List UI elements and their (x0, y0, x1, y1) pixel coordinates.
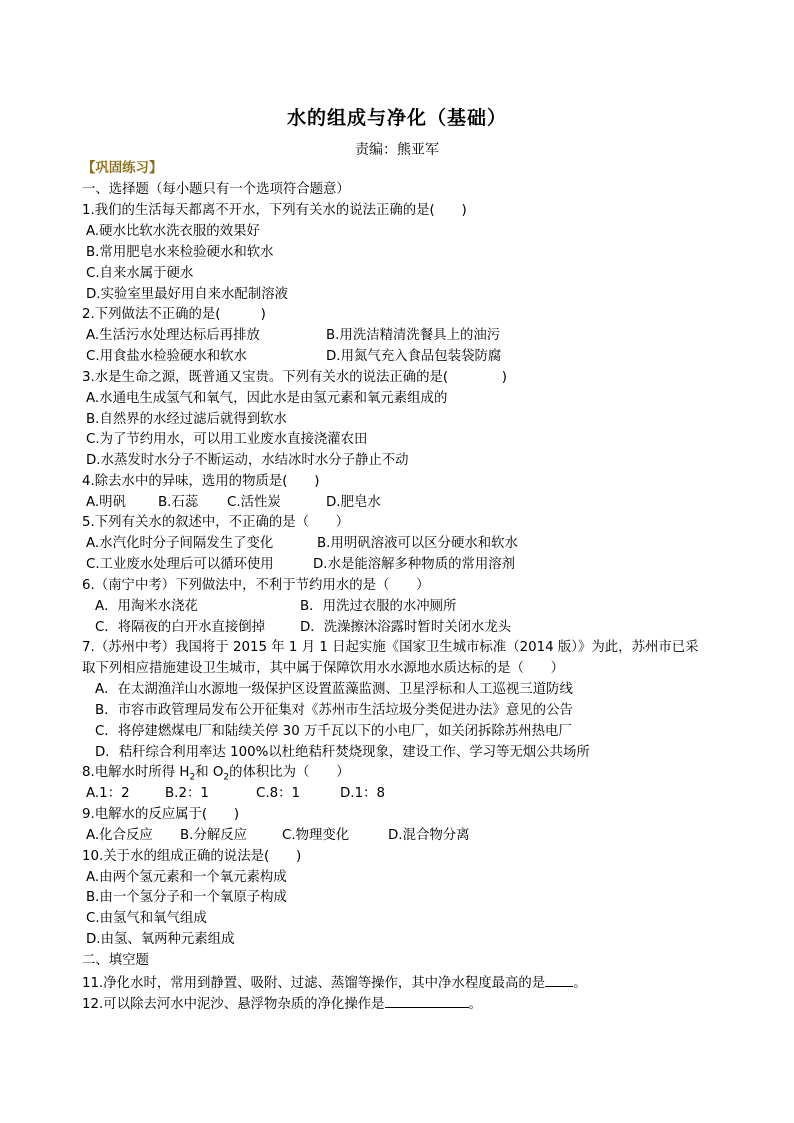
q9-option-d: D.混合物分离 (388, 828, 470, 843)
q12-answer-blank[interactable] (385, 994, 469, 1008)
q10-stem: 10.关于水的组成正确的说法是( ) (82, 849, 302, 864)
q6-option-d: D．洗澡擦沐浴露时暂时关闭水龙头 (300, 620, 512, 635)
q11-end: 。 (573, 976, 587, 991)
q10-option-a: A.由两个氢元素和一个氧元素构成 (86, 870, 287, 885)
q1-option-c: C.自来水属于硬水 (86, 266, 194, 281)
q9-option-c: C.物理变化 (282, 828, 350, 843)
q1-option-a: A.硬水比软水洗衣服的效果好 (86, 224, 260, 239)
q5-option-b: B.用明矾溶液可以区分硬水和软水 (317, 536, 518, 551)
section-choice-heading: 一、选择题（每小题只有一个选项符合题意） (82, 182, 350, 197)
q2-stem: 2.下列做法不正确的是( ) (82, 307, 266, 322)
q8-h2-subscript: 2 (189, 772, 196, 783)
q8-option-d: D.1：8 (340, 786, 385, 801)
q8-option-c: C.8：1 (256, 786, 301, 801)
q3-option-a: A.水通电生成氢气和氧气，因此水是由氢元素和氧元素组成的 (86, 391, 448, 406)
q5-stem: 5.下列有关水的叙述中，不正确的是（ ） (82, 515, 350, 530)
q6-stem: 6.（南宁中考）下列做法中，不利于节约用水的是（ ） (82, 578, 430, 593)
q1-option-d: D.实验室里最好用自来水配制溶液 (86, 287, 289, 302)
q7-stem-line1: 7.（苏州中考）我国将于 2015 年 1 月 1 日起实施《国家卫生城市标准（2014 版）》为此，苏州市已采 (82, 640, 699, 655)
q5-option-d: D.水是能溶解多种物质的常用溶剂 (313, 557, 516, 572)
q11-answer-blank[interactable] (545, 973, 573, 987)
q9-stem: 9.电解水的反应属于( ) (82, 807, 240, 822)
q11-line (82, 973, 587, 993)
q2-option-a: A.生活污水处理达标后再排放 (86, 328, 260, 343)
q9-option-a: A.化合反应 (86, 828, 153, 843)
q3-option-c: C.为了节约用水，可以用工业废水直接浇灌农田 (86, 432, 368, 447)
q4-option-d: D.肥皂水 (326, 495, 381, 510)
practice-tag: 【巩固练习】 (82, 161, 163, 176)
editor-line: 责编：熊亚军 (355, 142, 439, 158)
q1-stem: 1.我们的生活每天都离不开水，下列有关水的说法正确的是( ) (82, 203, 467, 218)
q2-option-d: D.用氮气充入食品包装袋防腐 (326, 349, 502, 364)
section-fill-heading: 二、填空题 (82, 953, 149, 968)
q8-option-a: A.1：2 (86, 786, 130, 801)
q8-stem-post: 的体积比为（ ） (229, 765, 350, 780)
q4-option-c: C.活性炭 (227, 495, 281, 510)
q12-end: 。 (468, 997, 482, 1012)
q3-stem: 3.水是生命之源，既普通又宝贵。下列有关水的说法正确的是( ) (82, 370, 507, 385)
document-title: 水的组成与净化（基础） (286, 107, 507, 129)
q10-option-d: D.由氢、氧两种元素组成 (86, 932, 235, 947)
q8-option-b: B.2：1 (165, 786, 209, 801)
q4-option-a: A.明矾 (86, 495, 126, 510)
q7-stem-line2: 取下列相应措施建设卫生城市，其中属于保障饮用水水源地水质达标的是（ ） (82, 661, 565, 676)
q7-option-d: D．秸秆综合利用率达 100%以杜绝秸秆焚烧现象，建设工作、学习等无烟公共场所 (95, 745, 590, 760)
q5-option-a: A.水汽化时分子间隔发生了变化 (86, 536, 274, 551)
q12-stem: 12.可以除去河水中泥沙、悬浮物杂质的净化操作是 (82, 997, 385, 1012)
q11-stem: 11.净化水时，常用到静置、吸附、过滤、蒸馏等操作，其中净水程度最高的是 (82, 976, 546, 991)
q4-stem: 4.除去水中的异味，选用的物质是( ) (82, 474, 320, 489)
q8-stem-mid: 和 O (195, 765, 224, 780)
q7-option-c: C．将停建燃煤电厂和陆续关停 30 万千瓦以下的小电厂，如关闭拆除苏州热电厂 (95, 724, 572, 739)
q3-option-d: D.水蒸发时水分子不断运动，水结冰时水分子静止不动 (86, 453, 409, 468)
q8-stem-pre: 8.电解水时所得 H (82, 765, 190, 780)
q3-option-b: B.自然界的水经过滤后就得到软水 (86, 412, 287, 427)
q10-option-c: C.由氢气和氧气组成 (86, 911, 207, 926)
q2-option-b: B.用洗洁精清洗餐具上的油污 (326, 328, 501, 343)
q2-option-c: C.用食盐水检验硬水和软水 (86, 349, 247, 364)
q5-option-c: C.工业废水处理后可以循环使用 (86, 557, 274, 572)
q12-line (82, 994, 482, 1014)
q1-option-b: B.常用肥皂水来检验硬水和软水 (86, 245, 274, 260)
q8-stem (82, 764, 350, 787)
q7-option-b: B．市容市政管理局发布公开征集对《苏州市生活垃圾分类促进办法》意见的公告 (95, 703, 573, 718)
q4-option-b: B.石蕊 (158, 495, 199, 510)
q6-option-b: B．用洗过衣服的水冲厕所 (300, 599, 457, 614)
q6-option-c: C．将隔夜的白开水直接倒掉 (95, 620, 266, 635)
q8-o2-subscript: 2 (223, 772, 230, 783)
q7-option-a: A．在太湖渔洋山水源地一级保护区设置蓝藻监测、卫星浮标和人工巡视三道防线 (95, 682, 573, 697)
q10-option-b: B.由一个氢分子和一个氧原子构成 (86, 890, 287, 905)
q6-option-a: A．用淘米水浇花 (95, 599, 198, 614)
q9-option-b: B.分解反应 (180, 828, 248, 843)
